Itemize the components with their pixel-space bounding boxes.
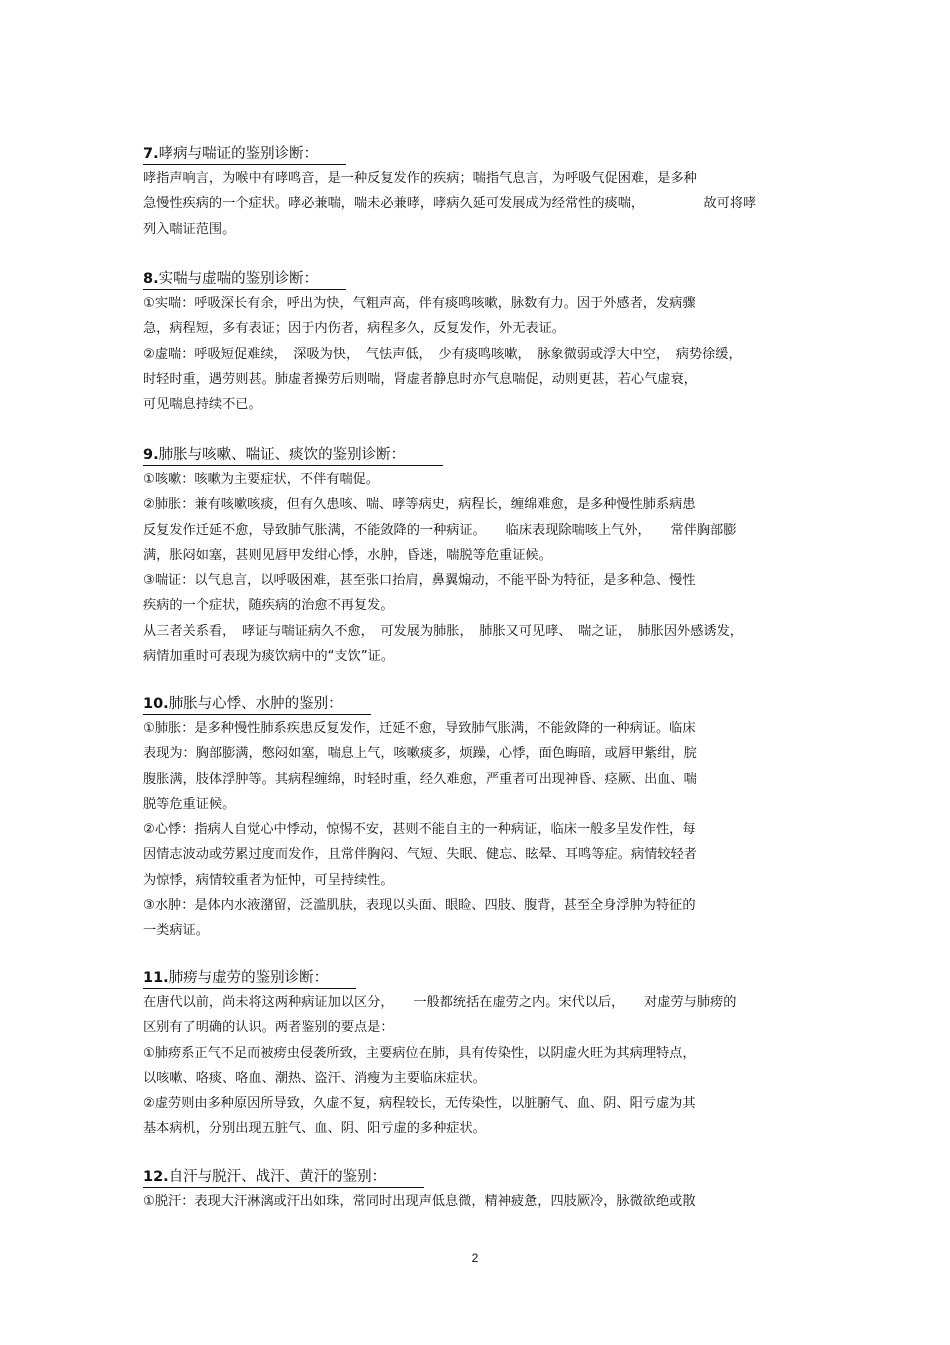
section-number: 7.	[143, 146, 159, 162]
page-number: 2	[471, 1251, 479, 1265]
section-12	[143, 1166, 823, 1214]
text-line: 列入喘证范围。	[143, 221, 236, 237]
section-body	[143, 1189, 823, 1214]
text-line: 基本病机，分别出现五脏气、血、阴、阳亏虚的多种症状。	[143, 1121, 486, 1137]
section-8	[143, 268, 823, 417]
section-heading	[143, 694, 371, 715]
text-line: 区别有了明确的认识。两者鉴别的要点是：	[143, 1020, 394, 1036]
section-title: 哮病与喘证的鉴别诊断：	[158, 146, 319, 162]
section-10	[143, 693, 823, 944]
text-line: ①咳嗽：咳嗽为主要症状，不伴有喘促。	[143, 472, 380, 487]
section-title: 肺胀与咳嗽、喘证、痰饮的鉴别诊断：	[158, 447, 406, 463]
text-line: ②肺胀：兼有咳嗽咳痰，但有久患咳、喘、哮等病史，病程长，缠绵难愈，是多种慢性肺系病患	[143, 497, 696, 513]
section-body	[143, 990, 823, 1142]
section-body	[143, 166, 823, 242]
section-number: 8.	[143, 271, 159, 287]
text-line: 时轻时重，遇劳则甚。肺虚者操劳后则喘，肾虚者静息时亦气息喘促，动则更甚，若心气虚衰，	[143, 371, 697, 387]
text-line: 在唐代以前，尚未将这两种病证加以区分， 一般都统括在虚劳之内。宋代以后， 对虚劳与肺痨的	[143, 995, 737, 1010]
section-body	[143, 291, 823, 417]
section-title: 自汗与脱汗、战汗、黄汗的鉴别：	[168, 1169, 387, 1185]
section-heading	[143, 1167, 424, 1188]
section-11	[143, 967, 823, 1142]
text-line: ②虚喘：呼吸短促难续， 深吸为快， 气怯声低， 少有痰鸣咳嗽， 脉象微弱或浮大中空， 病势徐缓，	[143, 346, 742, 362]
section-9	[143, 444, 823, 669]
text-line: ①脱汗：表现大汗淋漓或汗出如珠，常同时出现声低息微，精神疲惫，四肢厥冷，脉微欲绝或散	[143, 1194, 696, 1209]
section-heading	[143, 144, 346, 165]
section-body	[143, 467, 823, 669]
text-line: 为惊悸，病情较重者为怔忡，可呈持续性。	[143, 872, 394, 888]
text-line: 以咳嗽、咯痰、咯血、潮热、盗汗、消瘦为主要临床症状。	[143, 1070, 486, 1086]
text-line: ②虚劳则由多种原因所导致，久虚不复，病程较长，无传染性，以脏腑气、血、阴、阳亏虚为其	[143, 1096, 696, 1112]
text-line: 表现为：胸部膨满，憋闷如塞，喘息上气，咳嗽痰多，烦躁，心悸，面色晦暗，或唇甲紫绀，脘	[143, 746, 697, 762]
section-number: 12.	[143, 1169, 169, 1185]
section-heading	[143, 445, 443, 466]
text-line: 反复发作迁延不愈，导致肺气胀满，不能敛降的一种病证。 临床表现除喘咳上气外， 常伴胸部膨	[143, 522, 737, 538]
text-line: 满，胀闷如塞，甚则见唇甲发绀心悸，水肿，昏迷，喘脱等危重证候。	[143, 547, 552, 563]
text-line: 腹胀满，肢体浮肿等。其病程缠绵，时轻时重，经久难愈，严重者可出现神昏、痉厥、出血、喘	[143, 771, 697, 787]
text-line: ①实喘：呼吸深长有余，呼出为快，气粗声高，伴有痰鸣咳嗽，脉数有力。因于外感者，发病骤	[143, 296, 696, 311]
section-number: 11.	[143, 970, 169, 986]
text-line: ①肺胀：是多种慢性肺系疾患反复发作，迁延不愈，导致肺气胀满，不能敛降的一种病证。临床	[143, 721, 696, 736]
section-heading	[143, 269, 346, 290]
text-line: 从三者关系看， 哮证与喘证病久不愈， 可发展为肺胀， 肺胀又可见哮、 喘之证， 肺胀因外感诱发，	[143, 623, 743, 639]
text-line: ③喘证：以气息言，以呼吸困难，甚至张口抬肩，鼻翼煽动，不能平卧为特征，是多种急、慢性	[143, 573, 696, 589]
section-heading	[143, 968, 356, 989]
text-line: 急，病程短，多有表证；因于内伤者，病程多久，反复发作，外无表证。	[143, 321, 565, 337]
text-line: ②心悸：指病人自觉心中悸动，惊惕不安，甚则不能自主的一种病证，临床一般多呈发作性，每	[143, 822, 696, 838]
section-title: 肺痨与虚劳的鉴别诊断：	[168, 970, 329, 986]
text-line: 可见喘息持续不已。	[143, 397, 262, 413]
text-line: 脱等危重证候。	[143, 796, 236, 812]
section-title: 实喘与虚喘的鉴别诊断：	[158, 271, 319, 287]
text-line: ③水肿：是体内水液潴留，泛滥肌肤，表现以头面、眼睑、四肢、腹背，甚至全身浮肿为特征的	[143, 898, 696, 914]
section-number: 10.	[143, 696, 169, 712]
text-line: 疾病的一个症状，随疾病的治愈不再复发。	[143, 598, 394, 614]
text-line: 哮指声响言，为喉中有哮鸣音，是一种反复发作的疾病；喘指气息言，为呼吸气促困难，是多种	[143, 171, 697, 186]
section-7	[143, 143, 823, 242]
text-line: 因情志波动或劳累过度而发作，且常伴胸闷、气短、失眠、健忘、眩晕、耳鸣等症。病情较轻者	[143, 847, 697, 863]
section-title: 肺胀与心悸、水肿的鉴别：	[168, 696, 343, 712]
section-body	[143, 716, 823, 944]
text-line: 急慢性疾病的一个症状。哮必兼喘，喘未必兼哮，哮病久延可发展成为经常性的痰喘， 故可将哮	[143, 196, 757, 212]
text-line: 病情加重时可表现为痰饮病中的“支饮”证。	[143, 649, 395, 665]
text-line: 一类病证。	[143, 923, 209, 939]
text-line: ①肺痨系正气不足而被痨虫侵袭所致，主要病位在肺，具有传染性，以阴虚火旺为其病理特点，	[143, 1045, 696, 1061]
section-number: 9.	[143, 447, 159, 463]
